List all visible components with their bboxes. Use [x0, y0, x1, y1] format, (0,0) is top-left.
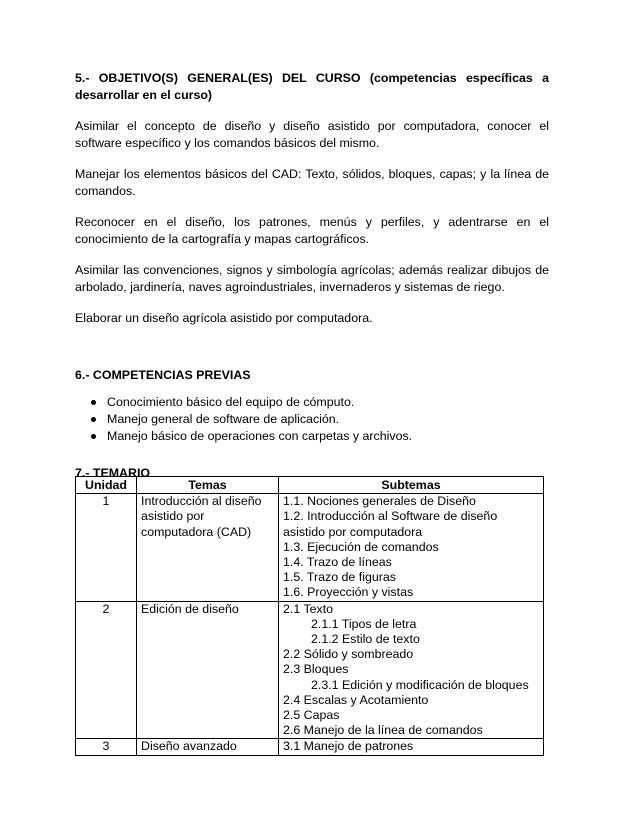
list-item [91, 428, 549, 445]
competencia-text: Conocimiento básico del equipo de cómputo. [107, 395, 355, 409]
tema-line: Diseño avanzado [141, 739, 237, 754]
subtema-line: 1.1. Nociones generales de Diseño [283, 494, 476, 509]
list-item [91, 394, 549, 411]
table-row [76, 739, 544, 755]
unidad-cell: 2 [76, 601, 137, 739]
document-body [75, 70, 549, 482]
tema-line: asistido por [141, 509, 205, 524]
tema-cell [137, 739, 279, 755]
competencia-text: Manejo general de software de aplicación. [107, 412, 340, 426]
objective-paragraph-1: Asimilar el concepto de diseño y diseño asistido por computadora, conocer el software específico y los comandos básicos del mismo. [75, 119, 549, 150]
subtema-line: 2.6 Manejo de la línea de comandos [283, 723, 483, 738]
subtema-line: 2.5 Capas [283, 708, 340, 723]
objective-paragraph-5: Elaborar un diseño agrícola asistido por computadora. [75, 311, 373, 325]
header-unidad: Unidad [76, 477, 137, 494]
tema-cell [137, 601, 279, 739]
subtema-line: 3.1 Manejo de patrones [283, 739, 414, 754]
subtema-line: 1.2. Introducción al Software de diseño [283, 509, 498, 524]
tema-cell [137, 494, 279, 601]
bullet-icon [91, 434, 96, 439]
subtema-line: 2.1 Texto [283, 601, 334, 616]
subtema-line: 2.3.1 Edición y modificación de bloques [311, 677, 529, 692]
subtema-line: asistido por computadora [283, 524, 423, 539]
subtema-line: 1.5. Trazo de figuras [283, 570, 396, 585]
temario-table [75, 476, 544, 756]
section-6-title: 6.- COMPETENCIAS PREVIAS [75, 368, 251, 382]
subtema-line: 1.3. Ejecución de comandos [283, 539, 439, 554]
subtemas-cell [279, 739, 544, 755]
section-7-title: 7.- TEMARIO [75, 466, 151, 480]
table-row [76, 494, 544, 601]
bullet-icon [91, 417, 96, 422]
unidad-cell: 1 [76, 494, 137, 601]
header-subtemas: Subtemas [279, 477, 544, 494]
subtema-line: 1.4. Trazo de líneas [283, 555, 392, 570]
section-5-title: 5.- OBJETIVO(S) GENERAL(ES) DEL CURSO (competencias específicas a desarrollar en el curso) [75, 71, 549, 102]
subtema-line: 2.1.2 Estilo de texto [311, 632, 420, 647]
tema-line: Introducción al diseño [141, 494, 262, 509]
subtemas-cell [279, 494, 544, 601]
objective-paragraph-4: Asimilar las convenciones, signos y simbología agrícolas; además realizar dibujos de arbolado, jardinería, naves agroindustriales, invernaderos y sistemas de riego. [75, 263, 549, 294]
subtema-line: 2.1.1 Tipos de letra [311, 616, 417, 631]
tema-line: computadora (CAD) [141, 524, 252, 539]
unidad-cell: 3 [76, 739, 137, 755]
temario-body [76, 494, 544, 755]
competencias-list [75, 394, 549, 445]
table-header-row [76, 477, 544, 494]
competencia-text: Manejo básico de operaciones con carpetas y archivos. [107, 429, 413, 443]
table-row [76, 601, 544, 739]
subtemas-cell [279, 601, 544, 739]
subtema-line: 2.3 Bloques [283, 662, 349, 677]
objective-paragraph-3: Reconocer en el diseño, los patrones, menús y perfiles, y adentrarse en el conocimiento de la cartografía y mapas cartográficos. [75, 215, 549, 246]
bullet-icon [91, 400, 96, 405]
header-temas: Temas [137, 477, 279, 494]
objective-paragraph-2: Manejar los elementos básicos del CAD: Texto, sólidos, bloques, capas; y la línea de comandos. [75, 167, 549, 198]
list-item [91, 411, 549, 428]
subtema-line: 2.2 Sólido y sombreado [283, 647, 414, 662]
subtema-line: 2.4 Escalas y Acotamiento [283, 692, 429, 707]
tema-line: Edición de diseño [141, 601, 239, 616]
subtema-line: 1.6. Proyección y vistas [283, 585, 414, 600]
